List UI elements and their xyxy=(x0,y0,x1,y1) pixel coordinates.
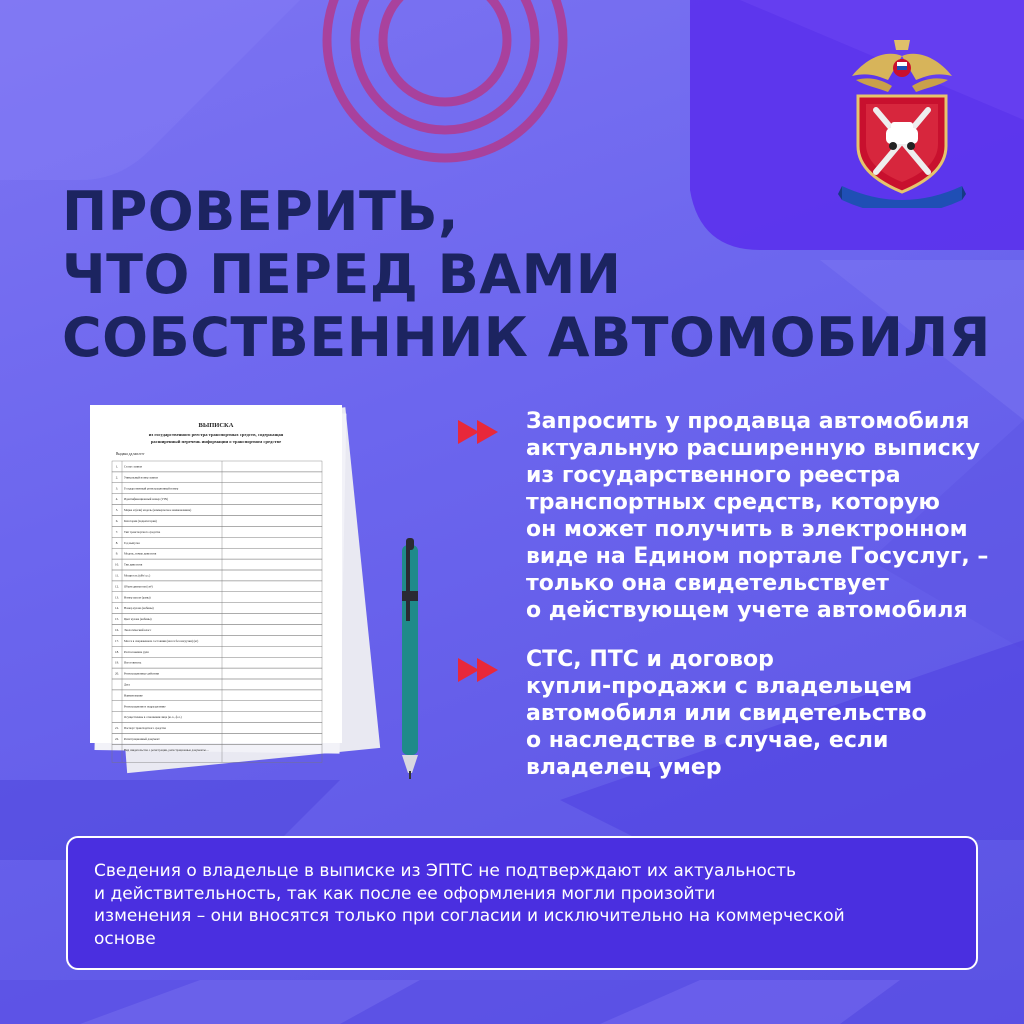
document-row-number: 5. xyxy=(115,508,119,513)
document-row-label: Мощность (кВт/л.с.) xyxy=(124,573,151,578)
document-row-label: Объем двигателя (см³) xyxy=(124,584,153,589)
bullet-line: о действующем учете автомобиля xyxy=(526,598,968,623)
document-row-number: 14. xyxy=(115,606,119,611)
document-row-number: 17. xyxy=(115,638,119,643)
document-row-number: 22. xyxy=(115,737,119,741)
double-arrow-icon xyxy=(458,420,500,444)
document-row-label: Государственный регистрационный номер xyxy=(124,486,179,491)
document-row-label: Тип транспортного средства xyxy=(124,529,161,534)
document-row-number: 19. xyxy=(115,660,119,665)
bullet-line: он может получить в электронном xyxy=(526,517,968,542)
bullet-line: Запросить у продавца автомобиля xyxy=(526,409,970,434)
document-illustration xyxy=(70,395,450,785)
bullet-text xyxy=(458,408,1008,624)
bullet-item xyxy=(458,646,1008,781)
title-line: СОБСТВЕННИК АВТОМОБИЛЯ xyxy=(62,306,991,369)
document-row-number: 7. xyxy=(115,529,119,534)
document-row-number: 20. xyxy=(115,671,119,676)
bullet-line: актуальную расширенную выписку xyxy=(526,436,980,461)
note-line: основе xyxy=(94,928,156,949)
document-row-label: Цвет кузова (кабины) xyxy=(124,617,152,622)
document-row-number: 9. xyxy=(115,551,119,556)
bullet-item xyxy=(458,408,1008,624)
document-row-number: 15. xyxy=(115,617,119,622)
document-row-label: Статус записи xyxy=(124,464,143,469)
document-row-label: Модель, номер двигателя xyxy=(124,551,157,556)
document-row-number: 13. xyxy=(115,595,119,600)
document-row-number: 1. xyxy=(115,464,119,469)
document-row-number: 16. xyxy=(115,628,119,632)
document-row-number: 21. xyxy=(115,726,119,731)
document-row-number: 8. xyxy=(115,540,119,545)
pen-icon xyxy=(402,538,418,779)
document-header-label: Выдана дд.мм.гггг xyxy=(116,452,145,456)
document-row-label: Категория (подкатегория) xyxy=(124,519,157,523)
double-arrow-icon xyxy=(458,658,500,682)
bullet-line: владелец умер xyxy=(526,755,722,780)
bullet-line: автомобиля или свидетельство xyxy=(526,701,927,726)
document-row-label: Идентификационный номер (VIN) xyxy=(124,497,168,502)
bullet-line: транспортных средств, которую xyxy=(526,490,940,515)
document-row-number: 11. xyxy=(115,573,119,578)
document-row-number: 6. xyxy=(115,519,119,523)
document-row-label: Осуществлены в отношении лица (ю.л., ф.л.) xyxy=(124,715,182,720)
document-row-label: Вид свидетельства о регистрации, регистрационные документы… xyxy=(124,747,209,752)
note-line: Сведения о владельце в выписке из ЭПТС не подтверждают их актуальность xyxy=(94,861,797,881)
document-row-label: Регистрационные действия xyxy=(124,671,159,676)
document-row-label: Регистрационное подразделение xyxy=(124,704,166,709)
title-line: ЧТО ПЕРЕД ВАМИ xyxy=(62,243,622,306)
note-line: и действительность, так как после ее оформления могли произойти xyxy=(94,883,716,904)
document-row-number: 10. xyxy=(115,562,119,567)
title-line: ПРОВЕРИТЬ, xyxy=(62,180,460,243)
document-row-label: Масса в снаряженном состоянии (масса без нагрузки) (кг) xyxy=(124,638,199,643)
document-row-label: Дата xyxy=(124,682,130,687)
document-row-label: Тип двигателя xyxy=(124,562,143,567)
document-subtitle: из государственного реестра транспортных средств, содержащая xyxy=(148,432,284,437)
document-row-label: Год выпуска xyxy=(124,540,140,545)
document-subtitle: расширенный перечень информации о транспортном средстве xyxy=(150,439,282,444)
document-row-label: Наименование xyxy=(124,693,143,698)
document-row-label: Экологический класс xyxy=(124,628,152,632)
bullet-text xyxy=(458,646,1008,781)
document-row-label: Номер шасси (рамы) xyxy=(124,595,151,600)
bullet-line: только она свидетельствует xyxy=(526,571,889,596)
document-row-label: Изготовитель xyxy=(124,660,142,665)
document-row-label: Марка и (или) модель (коммерческое наименование) xyxy=(124,508,192,513)
rings-decoration xyxy=(327,0,563,158)
bullet-line: СТС, ПТС и договор xyxy=(526,647,774,672)
document-row-label: Регистрационный документ xyxy=(124,737,160,741)
bullet-line: из государственного реестра xyxy=(526,463,901,488)
document-title: ВЫПИСКА xyxy=(198,422,234,429)
bullet-line: виде на Едином портале Госуслуг, – xyxy=(526,544,989,569)
document-row-label: Паспорт транспортного средства xyxy=(124,726,166,731)
document-row-number: 3. xyxy=(115,486,119,491)
document-row-label: Расположение руля xyxy=(124,649,149,654)
note-text xyxy=(94,860,950,950)
document-row-number: 2. xyxy=(115,475,119,480)
document-stack xyxy=(70,395,450,785)
document-row-number: 12. xyxy=(115,584,119,589)
document-row-number: 18. xyxy=(115,649,119,654)
bullet-line: купли-продажи с владельцем xyxy=(526,674,913,699)
bullet-line: о наследстве в случае, если xyxy=(526,728,889,753)
note-box xyxy=(66,836,978,970)
page-title xyxy=(62,180,991,369)
document-row-number: 4. xyxy=(115,497,119,502)
note-line: изменения – они вносятся только при согласии и исключительно на коммерческой xyxy=(94,906,845,926)
document-row-label: Номер кузова (кабины) xyxy=(124,606,154,611)
document-row-label: Уникальный номер записи xyxy=(124,475,158,480)
